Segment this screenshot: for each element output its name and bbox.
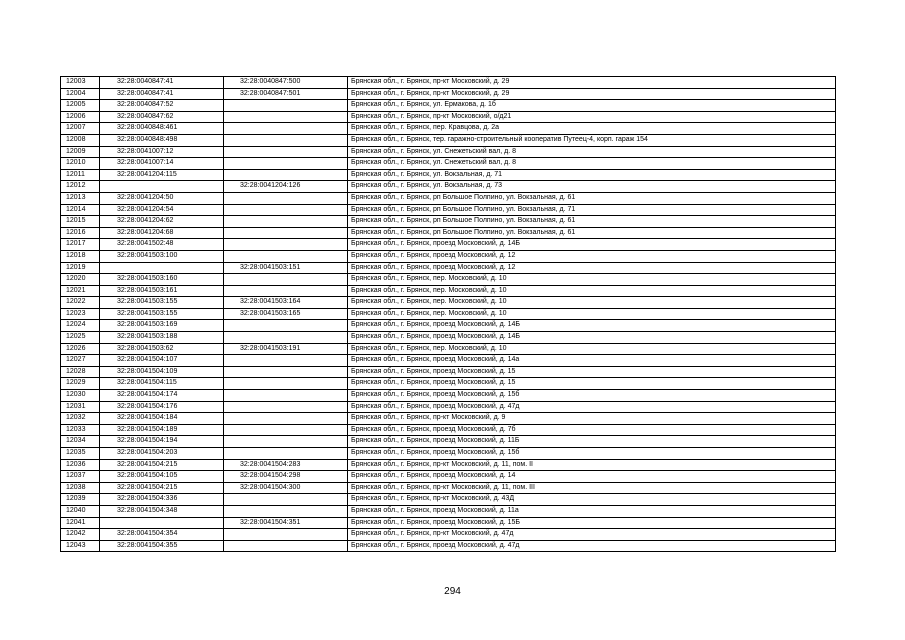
address-cell: Брянская обл., г. Брянск, ул. Ермакова, д. 1б <box>348 100 836 112</box>
cadastral-number-cell: 32:28:0041204:68 <box>100 227 224 239</box>
cadastral-number-cell: 32:28:0041503:161 <box>100 285 224 297</box>
address-cell: Брянская обл., г. Брянск, проезд Московский, д. 47д <box>348 401 836 413</box>
object-cadastral-number-cell <box>224 448 348 460</box>
address-cell: Брянская обл., г. Брянск, проезд Московский, д. 14Б <box>348 332 836 344</box>
cadastral-number-cell: 32:28:0040848:498 <box>100 134 224 146</box>
row-number-cell: 12004 <box>61 88 100 100</box>
row-number-cell: 12037 <box>61 471 100 483</box>
cadastral-number-cell: 32:28:0041504:105 <box>100 471 224 483</box>
table-row <box>61 100 836 112</box>
table-row <box>61 471 836 483</box>
address-cell: Брянская обл., г. Брянск, пр-кт Московский, д. 29 <box>348 77 836 89</box>
cadastral-number-cell: 32:28:0041504:109 <box>100 366 224 378</box>
address-cell: Брянская обл., г. Брянск, проезд Московский, д. 14Б <box>348 320 836 332</box>
table-row <box>61 448 836 460</box>
address-cell: Брянская обл., г. Брянск, проезд Московский, д. 15б <box>348 390 836 402</box>
address-cell: Брянская обл., г. Брянск, проезд Московский, д. 11Б <box>348 436 836 448</box>
row-number-cell: 12010 <box>61 158 100 170</box>
address-cell: Брянская обл., г. Брянск, пер. Московский, д. 10 <box>348 308 836 320</box>
object-cadastral-number-cell <box>224 239 348 251</box>
table-row <box>61 227 836 239</box>
address-cell: Брянская обл., г. Брянск, пр-кт Московский, д. 47д <box>348 529 836 541</box>
object-cadastral-number-cell: 32:28:0041504:283 <box>224 459 348 471</box>
cadastral-number-cell: 32:28:0041204:50 <box>100 192 224 204</box>
object-cadastral-number-cell <box>224 204 348 216</box>
row-number-cell: 12016 <box>61 227 100 239</box>
table-row <box>61 250 836 262</box>
table-row <box>61 308 836 320</box>
object-cadastral-number-cell <box>224 540 348 552</box>
table-row <box>61 505 836 517</box>
object-cadastral-number-cell: 32:28:0040847:500 <box>224 77 348 89</box>
table-row <box>61 262 836 274</box>
cadastral-number-cell: 32:28:0041007:14 <box>100 158 224 170</box>
cadastral-number-cell: 32:28:0041502:48 <box>100 239 224 251</box>
table-row <box>61 192 836 204</box>
object-cadastral-number-cell: 32:28:0041504:351 <box>224 517 348 529</box>
row-number-cell: 12026 <box>61 343 100 355</box>
table-row <box>61 297 836 309</box>
row-number-cell: 12014 <box>61 204 100 216</box>
object-cadastral-number-cell: 32:28:0041504:298 <box>224 471 348 483</box>
address-cell: Брянская обл., г. Брянск, проезд Московский, д. 47д <box>348 540 836 552</box>
row-number-cell: 12028 <box>61 366 100 378</box>
cadastral-number-cell: 32:28:0040847:52 <box>100 100 224 112</box>
address-cell: Брянская обл., г. Брянск, проезд Московский, д. 15 <box>348 366 836 378</box>
cadastral-number-cell: 32:28:0041504:354 <box>100 529 224 541</box>
address-cell: Брянская обл., г. Брянск, тер. гаражно-строительный кооператив Путеец-4, корп. гараж 154 <box>348 134 836 146</box>
object-cadastral-number-cell <box>224 227 348 239</box>
table-row <box>61 343 836 355</box>
cadastral-number-cell <box>100 262 224 274</box>
table-body <box>61 77 836 552</box>
address-cell: Брянская обл., г. Брянск, проезд Московский, д. 14 <box>348 471 836 483</box>
table-row <box>61 378 836 390</box>
cadastral-number-cell: 32:28:0040848:461 <box>100 123 224 135</box>
table-row <box>61 216 836 228</box>
table-row <box>61 355 836 367</box>
row-number-cell: 12034 <box>61 436 100 448</box>
object-cadastral-number-cell <box>224 285 348 297</box>
object-cadastral-number-cell <box>224 169 348 181</box>
address-cell: Брянская обл., г. Брянск, ул. Снежетьский вал, д. 8 <box>348 146 836 158</box>
table-row <box>61 204 836 216</box>
address-cell: Брянская обл., г. Брянск, пер. Московский, д. 10 <box>348 285 836 297</box>
address-cell: Брянская обл., г. Брянск, проезд Московский, д. 15б <box>348 448 836 460</box>
row-number-cell: 12007 <box>61 123 100 135</box>
cadastral-number-cell: 32:28:0041503:100 <box>100 250 224 262</box>
cadastral-number-cell: 32:28:0041504:203 <box>100 448 224 460</box>
object-cadastral-number-cell: 32:28:0040847:501 <box>224 88 348 100</box>
table-row <box>61 285 836 297</box>
address-cell: Брянская обл., г. Брянск, проезд Московский, д. 12 <box>348 262 836 274</box>
address-cell: Брянская обл., г. Брянск, пр-кт Московский, д. 43Д <box>348 494 836 506</box>
object-cadastral-number-cell <box>224 424 348 436</box>
cadastral-number-cell: 32:28:0041504:215 <box>100 459 224 471</box>
cadastral-number-cell: 32:28:0041504:176 <box>100 401 224 413</box>
row-number-cell: 12027 <box>61 355 100 367</box>
object-cadastral-number-cell: 32:28:0041503:151 <box>224 262 348 274</box>
address-cell: Брянская обл., г. Брянск, ул. Вокзальная, д. 73 <box>348 181 836 193</box>
property-table <box>60 76 836 552</box>
row-number-cell: 12035 <box>61 448 100 460</box>
row-number-cell: 12019 <box>61 262 100 274</box>
object-cadastral-number-cell <box>224 401 348 413</box>
cadastral-number-cell: 32:28:0041504:348 <box>100 505 224 517</box>
table-row <box>61 158 836 170</box>
row-number-cell: 12029 <box>61 378 100 390</box>
object-cadastral-number-cell <box>224 250 348 262</box>
row-number-cell: 12030 <box>61 390 100 402</box>
table-row <box>61 77 836 89</box>
cadastral-number-cell: 32:28:0041504:336 <box>100 494 224 506</box>
address-cell: Брянская обл., г. Брянск, рп Большое Полпино, ул. Вокзальная, д. 61 <box>348 216 836 228</box>
table-row <box>61 424 836 436</box>
object-cadastral-number-cell <box>224 332 348 344</box>
table-row <box>61 390 836 402</box>
object-cadastral-number-cell <box>224 100 348 112</box>
object-cadastral-number-cell: 32:28:0041504:300 <box>224 482 348 494</box>
address-cell: Брянская обл., г. Брянск, пр-кт Московский, д. 9 <box>348 413 836 425</box>
address-cell: Брянская обл., г. Брянск, проезд Московский, д. 11а <box>348 505 836 517</box>
cadastral-number-cell: 32:28:0041204:62 <box>100 216 224 228</box>
row-number-cell: 12024 <box>61 320 100 332</box>
object-cadastral-number-cell <box>224 274 348 286</box>
cadastral-number-cell: 32:28:0041504:115 <box>100 378 224 390</box>
table-row <box>61 88 836 100</box>
cadastral-number-cell: 32:28:0041503:188 <box>100 332 224 344</box>
address-cell: Брянская обл., г. Брянск, ул. Вокзальная, д. 71 <box>348 169 836 181</box>
page-number: 294 <box>444 586 461 597</box>
object-cadastral-number-cell <box>224 158 348 170</box>
address-cell: Брянская обл., г. Брянск, проезд Московский, д. 12 <box>348 250 836 262</box>
address-cell: Брянская обл., г. Брянск, проезд Московский, д. 15Б <box>348 517 836 529</box>
object-cadastral-number-cell <box>224 494 348 506</box>
cadastral-number-cell: 32:28:0041007:12 <box>100 146 224 158</box>
table-row <box>61 274 836 286</box>
table-row <box>61 517 836 529</box>
row-number-cell: 12042 <box>61 529 100 541</box>
cadastral-number-cell: 32:28:0041204:54 <box>100 204 224 216</box>
table-row <box>61 332 836 344</box>
table-row <box>61 169 836 181</box>
row-number-cell: 12009 <box>61 146 100 158</box>
row-number-cell: 12022 <box>61 297 100 309</box>
table-row <box>61 459 836 471</box>
row-number-cell: 12040 <box>61 505 100 517</box>
object-cadastral-number-cell <box>224 378 348 390</box>
table-row <box>61 111 836 123</box>
table-row <box>61 413 836 425</box>
object-cadastral-number-cell <box>224 192 348 204</box>
object-cadastral-number-cell: 32:28:0041503:164 <box>224 297 348 309</box>
row-number-cell: 12041 <box>61 517 100 529</box>
address-cell: Брянская обл., г. Брянск, рп Большое Полпино, ул. Вокзальная, д. 61 <box>348 192 836 204</box>
table-row <box>61 123 836 135</box>
table-row <box>61 320 836 332</box>
object-cadastral-number-cell <box>224 355 348 367</box>
object-cadastral-number-cell <box>224 320 348 332</box>
address-cell: Брянская обл., г. Брянск, проезд Московский, д. 14а <box>348 355 836 367</box>
object-cadastral-number-cell: 32:28:0041503:165 <box>224 308 348 320</box>
object-cadastral-number-cell <box>224 366 348 378</box>
cadastral-number-cell: 32:28:0041503:155 <box>100 297 224 309</box>
cadastral-number-cell: 32:28:0041504:189 <box>100 424 224 436</box>
address-cell: Брянская обл., г. Брянск, проезд Московский, д. 14Б <box>348 239 836 251</box>
row-number-cell: 12023 <box>61 308 100 320</box>
object-cadastral-number-cell <box>224 123 348 135</box>
table-row <box>61 401 836 413</box>
address-cell: Брянская обл., г. Брянск, пер. Московский, д. 10 <box>348 274 836 286</box>
address-cell: Брянская обл., г. Брянск, рп Большое Полпино, ул. Вокзальная, д. 61 <box>348 227 836 239</box>
cadastral-number-cell: 32:28:0041503:169 <box>100 320 224 332</box>
cadastral-number-cell: 32:28:0040847:41 <box>100 88 224 100</box>
address-cell: Брянская обл., г. Брянск, пер. Московский, д. 10 <box>348 343 836 355</box>
row-number-cell: 12025 <box>61 332 100 344</box>
row-number-cell: 12021 <box>61 285 100 297</box>
table-row <box>61 529 836 541</box>
cadastral-number-cell: 32:28:0040847:41 <box>100 77 224 89</box>
row-number-cell: 12006 <box>61 111 100 123</box>
object-cadastral-number-cell <box>224 134 348 146</box>
table-row <box>61 146 836 158</box>
row-number-cell: 12005 <box>61 100 100 112</box>
row-number-cell: 12018 <box>61 250 100 262</box>
object-cadastral-number-cell <box>224 413 348 425</box>
object-cadastral-number-cell: 32:28:0041204:126 <box>224 181 348 193</box>
row-number-cell: 12003 <box>61 77 100 89</box>
table-row <box>61 181 836 193</box>
row-number-cell: 12039 <box>61 494 100 506</box>
cadastral-number-cell: 32:28:0040847:62 <box>100 111 224 123</box>
cadastral-number-cell: 32:28:0041504:107 <box>100 355 224 367</box>
table-row <box>61 494 836 506</box>
object-cadastral-number-cell: 32:28:0041503:191 <box>224 343 348 355</box>
row-number-cell: 12020 <box>61 274 100 286</box>
address-cell: Брянская обл., г. Брянск, пр-кт Московский, д. 11, пом. III <box>348 482 836 494</box>
row-number-cell: 12012 <box>61 181 100 193</box>
address-cell: Брянская обл., г. Брянск, пр-кт Московский, о/д21 <box>348 111 836 123</box>
cadastral-number-cell: 32:28:0041504:174 <box>100 390 224 402</box>
row-number-cell: 12013 <box>61 192 100 204</box>
object-cadastral-number-cell <box>224 111 348 123</box>
object-cadastral-number-cell <box>224 216 348 228</box>
row-number-cell: 12008 <box>61 134 100 146</box>
address-cell: Брянская обл., г. Брянск, пр-кт Московский, д. 29 <box>348 88 836 100</box>
row-number-cell: 12015 <box>61 216 100 228</box>
table-row <box>61 482 836 494</box>
row-number-cell: 12043 <box>61 540 100 552</box>
cadastral-number-cell <box>100 517 224 529</box>
object-cadastral-number-cell <box>224 505 348 517</box>
row-number-cell: 12031 <box>61 401 100 413</box>
table-row <box>61 436 836 448</box>
cadastral-number-cell: 32:28:0041503:62 <box>100 343 224 355</box>
table-row <box>61 366 836 378</box>
address-cell: Брянская обл., г. Брянск, пр-кт Московский, д. 11, пом. II <box>348 459 836 471</box>
row-number-cell: 12011 <box>61 169 100 181</box>
table-row <box>61 239 836 251</box>
table-row <box>61 540 836 552</box>
cadastral-number-cell: 32:28:0041503:160 <box>100 274 224 286</box>
row-number-cell: 12017 <box>61 239 100 251</box>
row-number-cell: 12038 <box>61 482 100 494</box>
table-row <box>61 134 836 146</box>
address-cell: Брянская обл., г. Брянск, ул. Снежетьский вал, д. 8 <box>348 158 836 170</box>
cadastral-number-cell: 32:28:0041204:115 <box>100 169 224 181</box>
object-cadastral-number-cell <box>224 436 348 448</box>
row-number-cell: 12036 <box>61 459 100 471</box>
row-number-cell: 12033 <box>61 424 100 436</box>
cadastral-number-cell: 32:28:0041504:215 <box>100 482 224 494</box>
cadastral-number-cell: 32:28:0041504:184 <box>100 413 224 425</box>
address-cell: Брянская обл., г. Брянск, пер. Московский, д. 10 <box>348 297 836 309</box>
address-cell: Брянская обл., г. Брянск, рп Большое Полпино, ул. Вокзальная, д. 71 <box>348 204 836 216</box>
cadastral-number-cell <box>100 181 224 193</box>
object-cadastral-number-cell <box>224 390 348 402</box>
address-cell: Брянская обл., г. Брянск, пер. Кравцова, д. 2а <box>348 123 836 135</box>
object-cadastral-number-cell <box>224 529 348 541</box>
cadastral-number-cell: 32:28:0041504:194 <box>100 436 224 448</box>
cadastral-number-cell: 32:28:0041504:355 <box>100 540 224 552</box>
cadastral-number-cell: 32:28:0041503:155 <box>100 308 224 320</box>
object-cadastral-number-cell <box>224 146 348 158</box>
address-cell: Брянская обл., г. Брянск, проезд Московский, д. 7б <box>348 424 836 436</box>
address-cell: Брянская обл., г. Брянск, проезд Московский, д. 15 <box>348 378 836 390</box>
row-number-cell: 12032 <box>61 413 100 425</box>
